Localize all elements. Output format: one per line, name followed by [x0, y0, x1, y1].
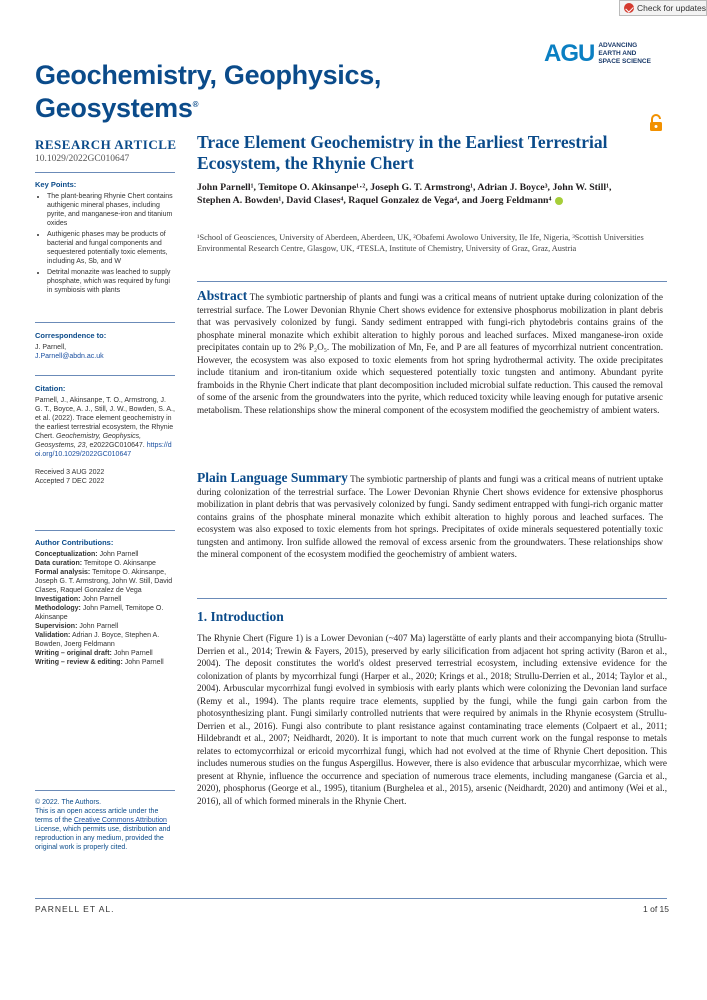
contribution-item	[35, 658, 175, 667]
journal-title	[35, 60, 381, 123]
contribution-authors: Temitope O. Akinsanpe	[83, 560, 156, 567]
license-text	[35, 807, 175, 852]
correspondence-name: J. Parnell,	[35, 344, 67, 351]
correspondence-email[interactable]: J.Parnell@abdn.ac.uk	[35, 353, 104, 360]
accepted-date: Accepted 7 DEC 2022	[35, 478, 105, 485]
contribution-item	[35, 559, 175, 568]
key-point: • Authigenic phases may be products of bacterial and fungal components and sequestered potentially toxic elements, including As, Sb, and W	[47, 230, 175, 266]
registered-mark: ®	[192, 100, 199, 109]
license-box	[35, 798, 175, 852]
contributions-list	[35, 550, 175, 667]
correspondence-heading: Correspondence to:	[35, 331, 107, 340]
contribution-role: Methodology:	[35, 605, 81, 612]
license-link[interactable]: Creative Commons Attribution	[73, 817, 167, 824]
contribution-item	[35, 622, 175, 631]
contribution-role: Writing – review & editing:	[35, 659, 123, 666]
section-divider	[197, 281, 667, 282]
article-doi[interactable]: 10.1029/2022GC010647	[35, 154, 130, 164]
agu-tagline-1: ADVANCING	[598, 42, 638, 49]
section-divider	[197, 598, 667, 599]
contribution-authors: John Parnell	[124, 659, 164, 666]
contribution-item	[35, 604, 175, 622]
journal-title-line2: Geosystems	[35, 93, 193, 123]
contribution-role: Conceptualization:	[35, 551, 98, 558]
contribution-authors: John Parnell, Temitope O. Akinsanpe	[35, 605, 164, 621]
citation	[35, 384, 175, 486]
authors-text: John Parnell¹, Temitope O. Akinsanpe¹·², Joseph G. T. Armstrong¹, Adrian J. Boyce³, John W. Still¹, Stephen A. Bowden¹, David Clases⁴, Raquel Gonzalez de Vega⁴, and Joerg Feldmann⁴	[197, 182, 612, 206]
pls-heading: Plain Language Summary	[197, 470, 348, 485]
footer-divider	[35, 898, 667, 899]
sidebar-divider	[35, 790, 175, 791]
abstract-heading: Abstract	[197, 288, 248, 303]
contribution-role: Writing – original draft:	[35, 650, 112, 657]
running-head: PARNELL ET AL.	[35, 904, 115, 914]
page-number: 1 of 15	[643, 904, 669, 914]
check-updates-icon	[624, 3, 634, 13]
contribution-role: Formal analysis:	[35, 569, 91, 576]
article-title: Trace Element Geochemistry in the Earliest Terrestrial Ecosystem, the Rhynie Chert	[197, 132, 608, 173]
contribution-authors: John Parnell	[99, 551, 139, 558]
contribution-authors: John Parnell	[113, 650, 153, 657]
introduction-text: The Rhynie Chert (Figure 1) is a Lower Devonian (~407 Ma) lagerstätte of early plants and their accompanying biota (Strullu-Derrien et al., 2014; Trewin & Fayers, 2015), preserved by early silicification from adjacent hot spring activity (Baron et al., 2004). The deposit constitutes the world's oldest preserved terrestrial ecosystem, including extensive evidence for the colonization of plants by mycorrhizal fungi (Harper et al., 2020; Krings et al., 2018; Strullu-Derrien et al., 2014; Taylor et al., 2004). Arbuscular mycorrhizal fungi evolved in symbiosis with early plants which were colonizing the Devonian land surface (Remy et al., 1994). The plants require trace elements, supplied by the fungi, while the fungi gain carbon from the photosynthesizing plant. Fungi similarly controlled nutrients that were required by animals in the Rhynie ecosystem (Strullu-Derrien et al., 2016). Fungi also contribute to plant resistance against contaminating trace elements (Colpaert et al., 2011; Hildebrandt et al., 2007; Neidhardt, 2020). It is important to note that much current work on the fungal response to metals relates to ectomycorrhizal or ericoid mycorrhizal fungi, which had not evolved at the time of Rhynie Chert deposition. This includes numerous studies on the fungus Aspergillus. However, there is also evidence that arbuscular mycorrhizae, which were present at Rhynie, influence the occurrence and speciation of numerous trace elements, including manganese (Garcia et al., 2020), phosphorus (George et al., 1995), titanium (Burghelea et al., 2015), arsenic (Neidhardt, 2020) and antimony (Wei et al., 2016), all of which formed minerals in the Rhynie Chert.	[197, 633, 667, 806]
correspondence	[35, 331, 175, 361]
citation-article-number: e2022GC010647.	[89, 442, 145, 449]
contribution-item	[35, 550, 175, 559]
agu-logo[interactable]	[544, 40, 651, 68]
sidebar-divider	[35, 375, 175, 376]
license-post: License, which permits use, distribution and reproduction in any medium, provided the original work is properly cited.	[35, 826, 171, 851]
contribution-item	[35, 649, 175, 658]
agu-tagline	[598, 42, 651, 66]
check-for-updates-badge[interactable]	[619, 0, 707, 16]
citation-body: Parnell, J., Akinsanpe, T. O., Armstrong, J. G. T., Boyce, A. J., Still, J. W., Bowden, S. A., et al. (2022). Trace element geochemistry in the earliest terrestrial ecosystem, the Rhynie Chert.	[35, 397, 175, 440]
check-updates-label: Check for updates	[637, 3, 706, 13]
contribution-authors: John Parnell	[82, 596, 122, 603]
abstract-section	[197, 290, 663, 416]
pls-text: The symbiotic partnership of plants and fungi was a critical means of nutrient uptake during colonization of the terrestrial surface. The Lower Devonian Rhynie Chert shows evidence for extensive phosphorus mobilization in plant debris that was pervasively colonized by fungi. Sandy sediment entrapped with fungi-rich organic matter contains grains of the phosphate mineral monazite which exhibit alteration to highly porous and leached surfaces. The ecosystem was also exposed to toxic elements from hot springs. Precipitates of oxide minerals sequestered potentially toxic tungsten and antimony. Iron sulfide allowed the removal of excess arsenic from the groundwaters. These relationships show the mineral component of the ecosystem modified the geochemistry of ambient waters.	[197, 474, 663, 559]
citation-text	[35, 396, 175, 459]
affiliations: ¹School of Geosciences, University of Aberdeen, Aberdeen, UK, ²Obafemi Awolowo University, Ile Ife, Nigeria, ³Scottish Universities Environmental Research Centre, Glasgow, UK, ⁴TESLA, Institute of Chemistry, University of Graz, Graz, Austria	[197, 233, 644, 253]
contribution-authors: Adrian J. Boyce, Stephen A. Bowden, Joerg Feldmann	[35, 632, 160, 648]
contribution-authors: Temitope O. Akinsanpe, Joseph G. T. Armstrong, John W. Still, David Clases, Raquel Gonzalez de Vega	[35, 569, 173, 594]
contribution-item	[35, 568, 175, 595]
copyright: © 2022. The Authors.	[35, 799, 102, 806]
key-points	[35, 180, 175, 297]
sidebar-divider	[35, 322, 175, 323]
contribution-role: Validation:	[35, 632, 71, 639]
contribution-authors: John Parnell	[79, 623, 119, 630]
article-type: RESEARCH ARTICLE	[35, 137, 177, 152]
contribution-role: Supervision:	[35, 623, 78, 630]
abstract-text: The symbiotic partnership of plants and fungi was a critical means of nutrient uptake during colonization of the terrestrial surface. The Lower Devonian Rhynie Chert shows evidence for extensive phosphorus mobilization in plant debris that was pervasively colonized by fungi. Sandy sediment entrapped with fungi-rich phytodebris contains grains of the phosphate mineral monazite which exhibit alteration to highly porous and leached surfaces. Mixed manganese-iron oxide precipitates contain up to 2% P₂O₅. The mobilization of Mn, Fe, and P are all features of mycorrhizal nutrient concentration. However, the ecosystem was also exposed to toxic elements from hot spring hydrothermal activity. The oxide precipitates include titanium and iron-titanium oxide which sequestered potentially toxic tungsten and antimony. Abundant pyrite framboids in the Rhynie Chert indicate that plant decomposition included microbial sulfate reduction. This caused the removal of some of the arsenic from the groundwaters into the pyrite, which reduced toxicity while leaving enough for putative arsenic metabolism. These relationships show the mineral component of the ecosystem modified the geochemistry of ambient waters.	[197, 292, 663, 415]
citation-doi-link[interactable]: https://doi.org/10.1029/2022GC010647	[35, 442, 172, 458]
citation-heading: Citation:	[35, 384, 66, 393]
key-point: • Detrital monazite was leached to supply phosphate, which was required by fungi in symbiosis with plants	[47, 268, 175, 295]
key-points-list	[35, 192, 175, 295]
key-points-heading: Key Points:	[35, 180, 77, 189]
contribution-item	[35, 631, 175, 649]
license-pre: This is an open access article under the terms of the	[35, 808, 159, 824]
plain-language-summary	[197, 472, 663, 561]
agu-logo-mark: AGU	[544, 40, 595, 67]
sidebar-divider	[35, 530, 175, 531]
key-point: • The plant-bearing Rhynie Chert contains authigenic mineral phases, including pyrite, and manganese-iron and titanium oxides	[47, 192, 175, 228]
sidebar-divider	[35, 172, 175, 173]
agu-tagline-3: SPACE SCIENCE	[598, 58, 651, 65]
citation-journal: Geochemistry, Geophysics, Geosystems, 23,	[35, 433, 142, 449]
contribution-role: Investigation:	[35, 596, 81, 603]
orcid-icon[interactable]	[555, 197, 563, 205]
author-contributions	[35, 538, 175, 667]
journal-title-line1: Geochemistry, Geophysics,	[35, 60, 382, 90]
agu-tagline-2: EARTH AND	[598, 50, 637, 57]
received-date: Received 3 AUG 2022	[35, 469, 105, 476]
contributions-heading: Author Contributions:	[35, 538, 114, 547]
contribution-item	[35, 595, 175, 604]
author-list	[197, 181, 637, 207]
introduction-heading: 1. Introduction	[197, 609, 284, 624]
open-access-lock-icon	[648, 114, 664, 132]
contribution-role: Data curation:	[35, 560, 83, 567]
